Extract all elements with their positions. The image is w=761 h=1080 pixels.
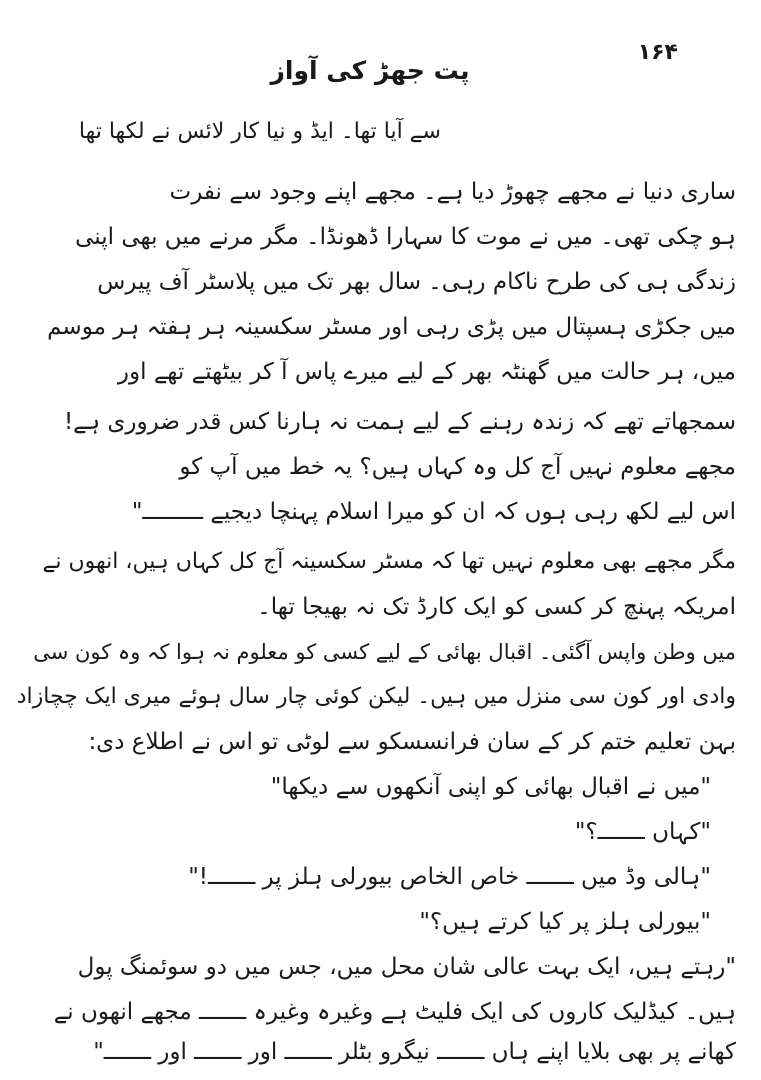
- dialogue-line: "بیورلی ہلز پر کیا کرتے ہیں؟": [419, 909, 711, 935]
- text-line: بہن تعلیم ختم کر کے سان فرانسسکو سے لوٹی تو اس نے اطلاع دی:: [88, 729, 736, 755]
- text-line: ہو چکی تھی۔ میں نے موت کا سہارا ڈھونڈا۔ مگر مرنے میں بھی اپنی: [75, 224, 736, 250]
- page-number: ۱۶۴: [637, 40, 678, 65]
- text-line: مجھے معلوم نہیں آج کل وہ کہاں ہیں؟ یہ خط میں آپ کو: [179, 454, 736, 480]
- text-line: سمجھاتے تھے کہ زندہ رہنے کے لیے ہمت نہ ہارنا کس قدر ضروری ہے!: [63, 409, 736, 435]
- dialogue-line: "میں نے اقبال بھائی کو اپنی آنکھوں سے دیکھا": [270, 774, 711, 800]
- dialogue-line: "ہالی وڈ میں ـــــــ خاص الخاص بیورلی ہلز پر ـــــــ!": [188, 864, 711, 890]
- text-line: امریکہ پہنچ کر کسی کو ایک کارڈ تک نہ بھیجا تھا۔: [257, 594, 736, 620]
- text-line: میں، ہر حالت میں گھنٹہ بھر کے لیے میرے پاس آ کر بیٹھتے تھے اور: [117, 359, 736, 385]
- text-line: وادی اور کون سی منزل میں ہیں۔ لیکن کوئی چار سال ہوئے میری ایک چچازاد: [16, 684, 736, 709]
- text-line: میں وطن واپس آگئی۔ اقبال بھائی کے لیے کسی کو معلوم نہ ہوا کہ وہ کون سی: [33, 640, 736, 664]
- text-line: زندگی ہی کی طرح ناکام رہی۔ سال بھر تک میں پلاسٹر آف پیرس: [97, 269, 736, 295]
- dialogue-line: "رہتے ہیں، ایک بہت عالی شان محل میں، جس میں دو سوئمنگ پول: [77, 954, 736, 980]
- text-line: مگر مجھے بھی معلوم نہیں تھا کہ مسٹر سکسینہ آج کل کہاں ہیں، انھوں نے: [42, 549, 736, 574]
- text-line: ہیں۔ کیڈلیک کاروں کی ایک فلیٹ ہے وغیرہ وغیرہ ـــــــ مجھے انھوں نے: [53, 999, 736, 1025]
- chapter-title: پت جھڑ کی آواز: [270, 56, 470, 85]
- text-line: اس لیے لکھ رہی ہوں کہ ان کو میرا اسلام پہنچا دیجیے ـــــــــ": [131, 499, 736, 525]
- dialogue-line: "کہاں ـــــــ؟": [574, 819, 711, 845]
- text-line: میں جکڑی ہسپتال میں پڑی رہی اور مسٹر سکسینہ ہر ہفتہ ہر موسم: [47, 314, 736, 340]
- text-line: ساری دنیا نے مجھے چھوڑ دیا ہے۔ مجھے اپنے وجود سے نفرت: [169, 179, 736, 205]
- text-line: کھانے پر بھی بلایا اپنے ہاں ـــــــ نیگرو بٹلر ـــــــ اور ـــــــ اور ـــــــ": [93, 1039, 736, 1065]
- text-line: سے آیا تھا۔ ایڈ و نیا کار لائس نے لکھا تھا: [78, 119, 441, 144]
